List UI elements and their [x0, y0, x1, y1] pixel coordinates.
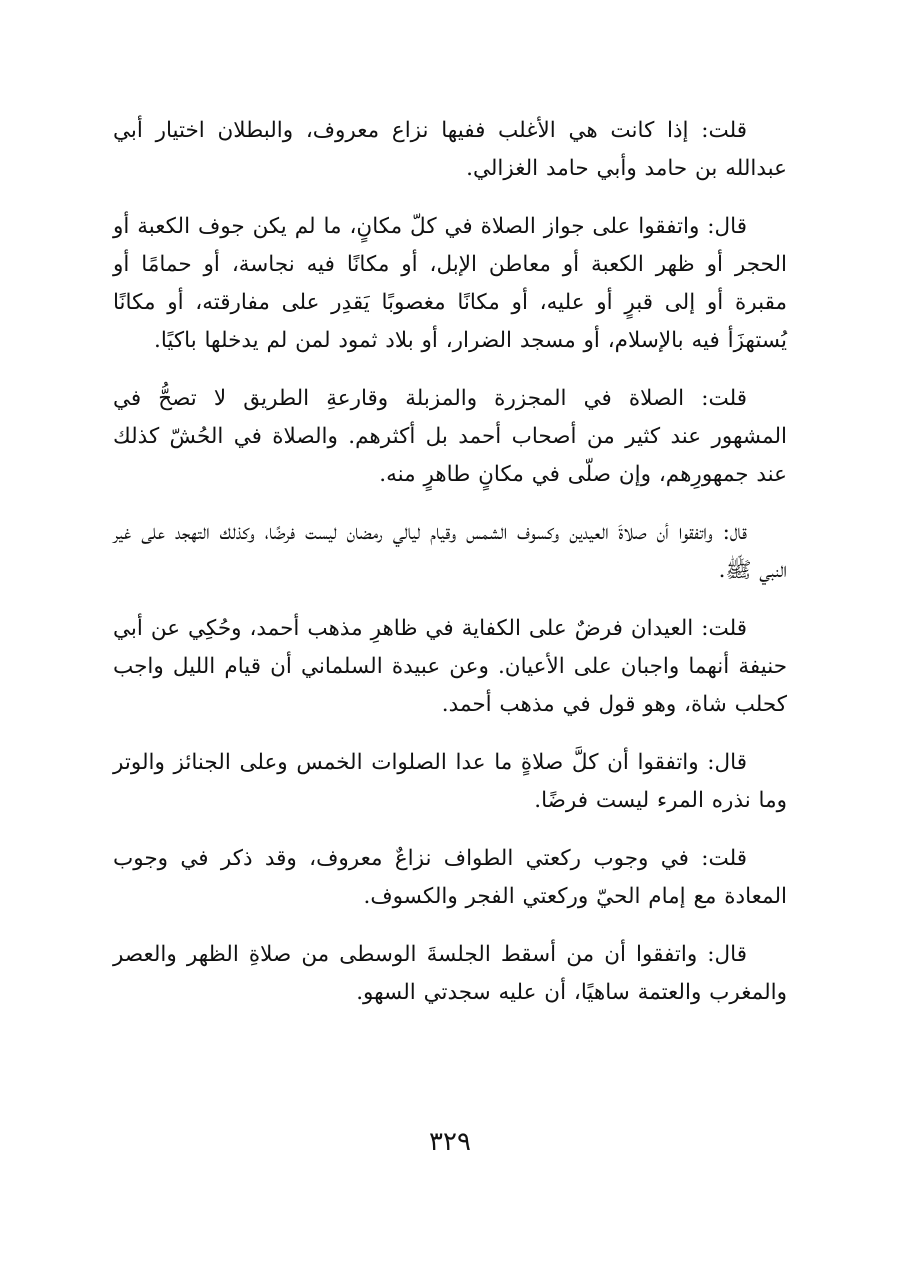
page-body	[113, 112, 787, 1012]
paragraph-7: قلت: في وجوب ركعتي الطواف نزاعٌ معروف، وقد ذكر في وجوب المعادة مع إمام الحيّ وركعتي الفجر والكسوف.	[113, 846, 787, 909]
paragraph-6: قال: واتفقوا أن كلَّ صلاةٍ ما عدا الصلوات الخمس وعلى الجنائز والوتر وما نذره المرء ليست فرضًا.	[113, 750, 787, 813]
paragraph-8: قال: واتفقوا أن من أسقط الجلسةَ الوسطى من صلاةِ الظهر والعصر والمغرب والعتمة ساهيًا، أن عليه سجدتي السهو.	[113, 942, 787, 1005]
page-number: ٣٢٩	[429, 1127, 471, 1157]
paragraph-1: قلت: إذا كانت هي الأغلب ففيها نزاع معروف، والبطلان اختيار أبي عبدالله بن حامد وأبي حامد الغزالي.	[113, 118, 787, 181]
paragraph-2: قال: واتفقوا على جواز الصلاة في كلّ مكانٍ، ما لم يكن جوف الكعبة أو الحجر أو ظهر الكعبة أو معاطن الإبل، أو مكانًا فيه نجاسة، أو حمامًا أو مقبرة أو إلى قبرٍ أو عليه، أو مكانًا مغصوبًا يَقدِر على مفارقته، أو مكانًا يُستهزَأ فيه بالإسلام، أو مسجد الضرار، أو بلاد ثمود لمن لم يدخلها باكيًا.	[113, 214, 787, 353]
paragraph-4: قال: واتفقوا أن صلاةَ العيدين وكسوف الشمس وقيام ليالي رمضان ليست فرضًا، وكذلك التهجد على غير النبي ﷺ.	[113, 520, 787, 583]
paragraph-5: قلت: العيدان فرضٌ على الكفاية في ظاهرِ مذهب أحمد، وحُكِي عن أبي حنيفة أنهما واجبان على الأعيان. وعن عبيدة السلماني أن قيام الليل واجب كحلب شاة، وهو قول في مذهب أحمد.	[113, 616, 787, 717]
paragraph-3: قلت: الصلاة في المجزرة والمزبلة وقارعةِ الطريق لا تصحُّ في المشهور عند كثير من أصحاب أحمد بل أكثرهم. والصلاة في الحُشّ كذلك عند جمهورِهم، وإن صلّى في مكانٍ طاهرٍ منه.	[113, 386, 787, 487]
